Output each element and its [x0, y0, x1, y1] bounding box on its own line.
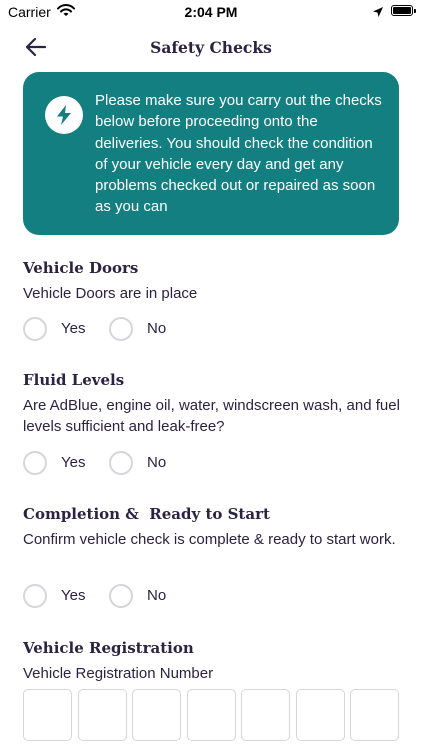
lightning-bolt-icon: [45, 96, 83, 134]
registration-char-input[interactable]: [241, 689, 290, 741]
radio-label: No: [147, 454, 167, 471]
check-section-fluid-levels: [23, 371, 403, 437]
radio-label: No: [147, 587, 167, 604]
nav-header: [0, 30, 422, 64]
registration-char-input[interactable]: [78, 689, 127, 741]
section-question: Vehicle Doors are in place: [23, 285, 198, 302]
carrier-label: Carrier: [8, 4, 51, 20]
clock: 2:04 PM: [184, 4, 238, 20]
status-bar: [0, 0, 422, 24]
section-title: Completion & Ready to Start: [23, 505, 270, 523]
registration-char-input[interactable]: [296, 689, 345, 741]
registration-section: [23, 639, 403, 684]
section-title: Vehicle Doors: [23, 259, 139, 277]
radio-circle[interactable]: [23, 317, 47, 341]
registration-input-boxes: [23, 689, 403, 743]
banner-message: Please make sure you carry out the checks below before proceeding onto the deliveries. You should check the condition of your vehicle every day and get any problems checked out or repaired as soon as you can: [95, 92, 382, 216]
radio-circle[interactable]: [23, 584, 47, 608]
radio-label: Yes: [61, 587, 86, 604]
radio-circle[interactable]: [109, 317, 133, 341]
radio-label: Yes: [61, 454, 86, 471]
info-banner: [23, 72, 399, 235]
location-arrow-icon: [372, 5, 384, 21]
registration-label: Vehicle Registration Number: [23, 665, 214, 682]
radio-label: No: [147, 320, 167, 337]
section-title: Fluid Levels: [23, 371, 125, 389]
radio-label: Yes: [61, 320, 86, 337]
radio-circle[interactable]: [109, 451, 133, 475]
registration-char-input[interactable]: [23, 689, 72, 741]
registration-char-input[interactable]: [350, 689, 399, 741]
section-title: Vehicle Registration: [23, 639, 194, 657]
page-title: Safety Checks: [150, 38, 272, 57]
section-question: Confirm vehicle check is complete & ready to start work.: [23, 531, 396, 548]
radio-circle[interactable]: [109, 584, 133, 608]
battery-icon: [391, 5, 413, 16]
section-question: Are AdBlue, engine oil, water, windscreen wash, and fuel levels sufficient and leak-free?: [23, 397, 400, 435]
registration-char-input[interactable]: [187, 689, 236, 741]
radio-circle[interactable]: [23, 451, 47, 475]
check-section-completion: [23, 505, 403, 550]
registration-char-input[interactable]: [132, 689, 181, 741]
check-section-vehicle-doors: [23, 259, 403, 304]
